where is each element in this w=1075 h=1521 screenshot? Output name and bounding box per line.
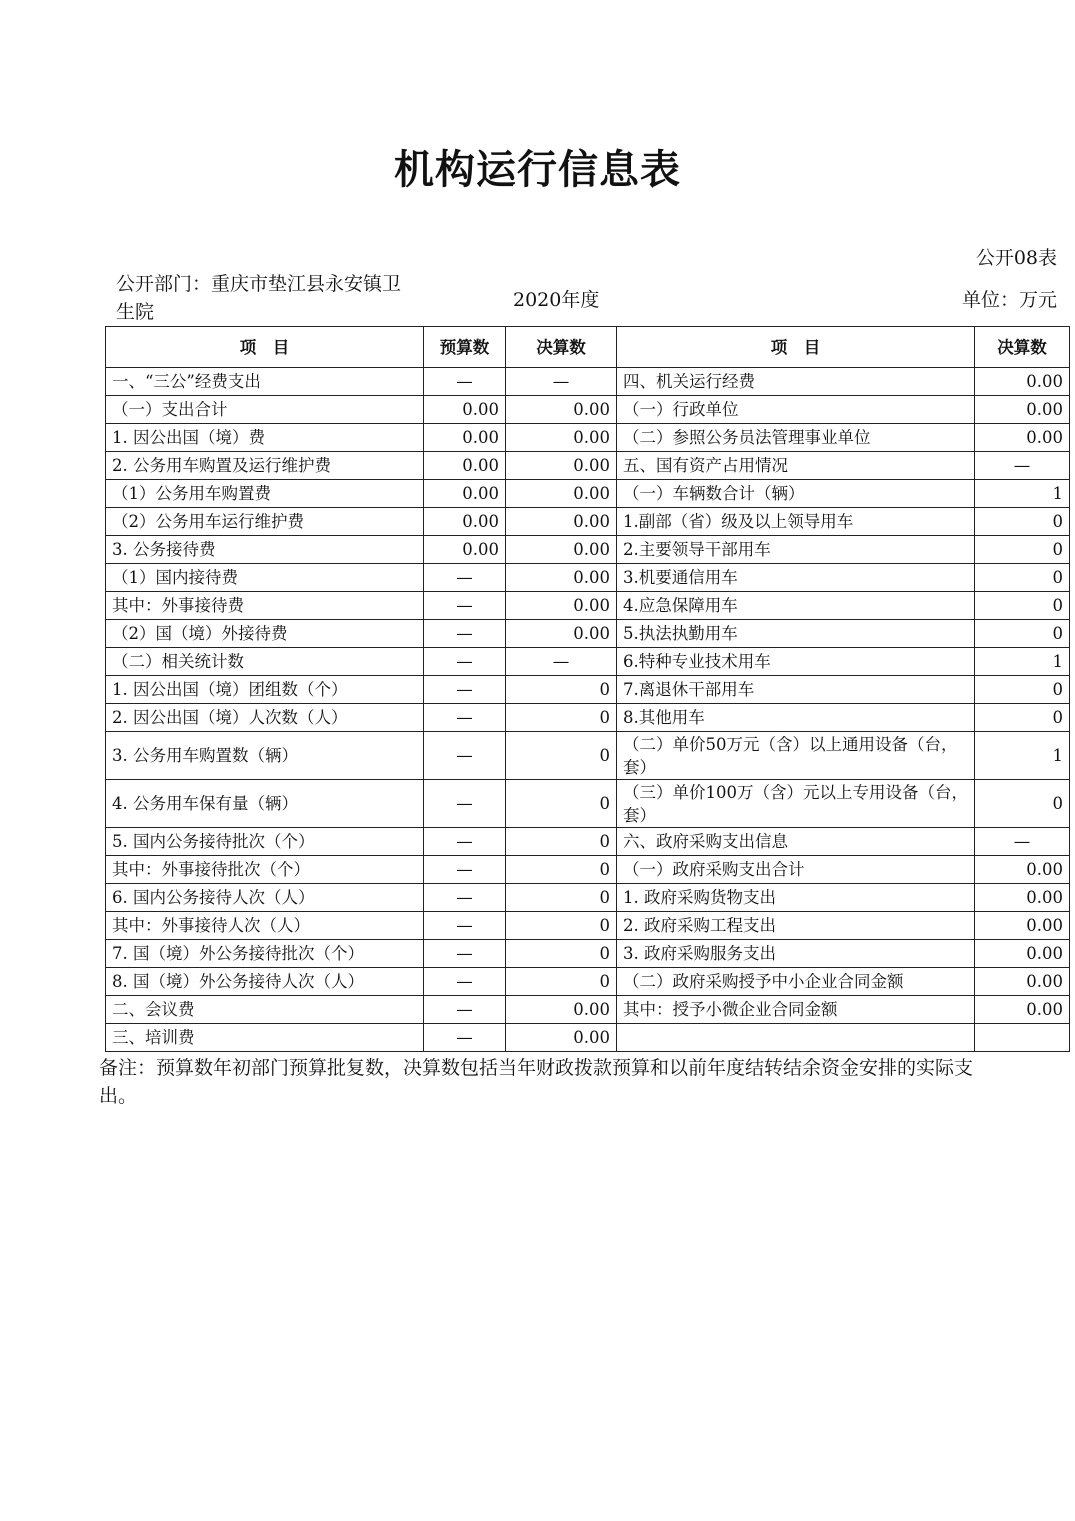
- table-row: [106, 968, 1070, 996]
- left-item-cell: 其中：外事接待批次（个）: [106, 856, 424, 884]
- header-item-right: 项 目: [617, 327, 975, 368]
- left-item-cell: 8. 国（境）外公务接待人次（人）: [106, 968, 424, 996]
- left-item-cell: （1）国内接待费: [106, 564, 424, 592]
- left-item-cell: （二）相关统计数: [106, 648, 424, 676]
- right-final-cell: 0.00: [975, 912, 1070, 940]
- table-row: [106, 480, 1070, 508]
- right-final-cell: 1: [975, 732, 1070, 780]
- final-cell: 0: [506, 940, 617, 968]
- right-item-cell: 五、国有资产占用情况: [617, 452, 975, 480]
- right-final-cell: 0.00: [975, 368, 1070, 396]
- left-item-cell: （2）国（境）外接待费: [106, 620, 424, 648]
- budget-cell: —: [424, 1024, 506, 1052]
- right-item-cell: （一）行政单位: [617, 396, 975, 424]
- form-id: 公开08表: [975, 247, 1057, 269]
- left-item-cell: 5. 国内公务接待批次（个）: [106, 828, 424, 856]
- final-cell: 0: [506, 912, 617, 940]
- budget-cell: 0.00: [424, 452, 506, 480]
- table-row: [106, 396, 1070, 424]
- right-item-cell: 3.机要通信用车: [617, 564, 975, 592]
- budget-cell: —: [424, 592, 506, 620]
- right-final-cell: 0.00: [975, 996, 1070, 1024]
- left-item-cell: 其中：外事接待人次（人）: [106, 912, 424, 940]
- right-item-cell: （一）车辆数合计（辆）: [617, 480, 975, 508]
- final-cell: 0: [506, 732, 617, 780]
- final-cell: 0.00: [506, 508, 617, 536]
- table-row: [106, 592, 1070, 620]
- table-row: [106, 996, 1070, 1024]
- footnote: 备注：预算数年初部门预算批复数，决算数包括当年财政拨款预算和以前年度结转结余资金安排的实际支出。: [99, 1057, 974, 1107]
- right-item-cell: 1. 政府采购货物支出: [617, 884, 975, 912]
- final-cell: 0.00: [506, 424, 617, 452]
- left-item-cell: 三、培训费: [106, 1024, 424, 1052]
- right-final-cell: 0.00: [975, 884, 1070, 912]
- final-cell: 0.00: [506, 564, 617, 592]
- final-cell: 0: [506, 704, 617, 732]
- right-item-cell: 4.应急保障用车: [617, 592, 975, 620]
- unit-label: 单位：万元: [961, 289, 1057, 311]
- budget-cell: —: [424, 676, 506, 704]
- table-row: [106, 828, 1070, 856]
- header-final-right: 决算数: [975, 327, 1070, 368]
- right-item-cell: （二）政府采购授予中小企业合同金额: [617, 968, 975, 996]
- final-cell: 0.00: [506, 620, 617, 648]
- left-item-cell: （一）支出合计: [106, 396, 424, 424]
- budget-cell: 0.00: [424, 396, 506, 424]
- right-item-cell: 1.副部（省）级及以上领导用车: [617, 508, 975, 536]
- budget-cell: 0.00: [424, 424, 506, 452]
- budget-cell: —: [424, 996, 506, 1024]
- final-cell: 0: [506, 828, 617, 856]
- right-item-cell: 六、政府采购支出信息: [617, 828, 975, 856]
- right-item-cell: 5.执法执勤用车: [617, 620, 975, 648]
- final-cell: 0: [506, 968, 617, 996]
- final-cell: 0.00: [506, 452, 617, 480]
- table-row: [106, 676, 1070, 704]
- table-row: [106, 856, 1070, 884]
- left-item-cell: （1）公务用车购置费: [106, 480, 424, 508]
- left-item-cell: 其中：外事接待费: [106, 592, 424, 620]
- left-item-cell: 2. 因公出国（境）人次数（人）: [106, 704, 424, 732]
- right-item-cell: 7.离退休干部用车: [617, 676, 975, 704]
- right-final-cell: 1: [975, 648, 1070, 676]
- right-final-cell: 0: [975, 704, 1070, 732]
- left-item-cell: 1. 因公出国（境）团组数（个）: [106, 676, 424, 704]
- right-final-cell: 1: [975, 480, 1070, 508]
- final-cell: 0: [506, 884, 617, 912]
- right-final-cell: 0.00: [975, 968, 1070, 996]
- right-final-cell: 0.00: [975, 396, 1070, 424]
- header-final-left: 决算数: [506, 327, 617, 368]
- page-title: 机构运行信息表: [394, 146, 681, 193]
- right-final-cell: —: [975, 828, 1070, 856]
- final-cell: 0: [506, 676, 617, 704]
- budget-cell: 0.00: [424, 480, 506, 508]
- right-item-cell: 2.主要领导干部用车: [617, 536, 975, 564]
- right-final-cell: 0.00: [975, 424, 1070, 452]
- budget-cell: —: [424, 828, 506, 856]
- table-row: [106, 368, 1070, 396]
- right-item-cell: 6.特种专业技术用车: [617, 648, 975, 676]
- table-row: [106, 620, 1070, 648]
- department-label: 公开部门：重庆市垫江县永安镇卫生院: [116, 273, 402, 323]
- right-item-cell: 2. 政府采购工程支出: [617, 912, 975, 940]
- final-cell: 0: [506, 856, 617, 884]
- right-item-cell: [617, 1024, 975, 1052]
- budget-cell: —: [424, 648, 506, 676]
- left-item-cell: 6. 国内公务接待人次（人）: [106, 884, 424, 912]
- table-row: [106, 508, 1070, 536]
- right-item-cell: 8.其他用车: [617, 704, 975, 732]
- table-row: [106, 732, 1070, 780]
- final-cell: 0.00: [506, 1024, 617, 1052]
- table-row: [106, 424, 1070, 452]
- budget-cell: —: [424, 620, 506, 648]
- right-final-cell: —: [975, 452, 1070, 480]
- table-row: [106, 536, 1070, 564]
- final-cell: 0.00: [506, 480, 617, 508]
- table-row: [106, 780, 1070, 828]
- left-item-cell: 1. 因公出国（境）费: [106, 424, 424, 452]
- right-item-cell: （三）单价100万（含）元以上专用设备（台，套）: [617, 780, 975, 828]
- budget-cell: —: [424, 704, 506, 732]
- right-final-cell: 0: [975, 508, 1070, 536]
- right-item-cell: （一）政府采购支出合计: [617, 856, 975, 884]
- table-row: [106, 564, 1070, 592]
- right-final-cell: 0: [975, 780, 1070, 828]
- budget-cell: 0.00: [424, 508, 506, 536]
- left-item-cell: 3. 公务接待费: [106, 536, 424, 564]
- final-cell: 0.00: [506, 536, 617, 564]
- budget-cell: —: [424, 780, 506, 828]
- table-row: [106, 704, 1070, 732]
- left-item-cell: 2. 公务用车购置及运行维护费: [106, 452, 424, 480]
- final-cell: 0.00: [506, 996, 617, 1024]
- right-final-cell: 0: [975, 592, 1070, 620]
- final-cell: 0.00: [506, 592, 617, 620]
- right-final-cell: 0.00: [975, 940, 1070, 968]
- table-row: [106, 940, 1070, 968]
- final-cell: 0: [506, 780, 617, 828]
- budget-cell: —: [424, 968, 506, 996]
- final-cell: 0.00: [506, 396, 617, 424]
- header-item-left: 项 目: [106, 327, 424, 368]
- institution-operation-table: [105, 326, 1070, 1052]
- budget-cell: —: [424, 732, 506, 780]
- left-item-cell: 4. 公务用车保有量（辆）: [106, 780, 424, 828]
- header-budget: 预算数: [424, 327, 506, 368]
- final-cell: —: [506, 368, 617, 396]
- left-item-cell: 二、会议费: [106, 996, 424, 1024]
- right-item-cell: 四、机关运行经费: [617, 368, 975, 396]
- right-item-cell: 其中：授予小微企业合同金额: [617, 996, 975, 1024]
- table-row: [106, 648, 1070, 676]
- right-final-cell: 0: [975, 620, 1070, 648]
- right-item-cell: 3. 政府采购服务支出: [617, 940, 975, 968]
- budget-cell: —: [424, 368, 506, 396]
- right-final-cell: 0: [975, 564, 1070, 592]
- budget-cell: —: [424, 856, 506, 884]
- left-item-cell: 7. 国（境）外公务接待批次（个）: [106, 940, 424, 968]
- table-row: [106, 884, 1070, 912]
- table-row: [106, 1024, 1070, 1052]
- fiscal-year: 2020年度: [513, 289, 600, 311]
- right-final-cell: [975, 1024, 1070, 1052]
- table-row: [106, 452, 1070, 480]
- final-cell: —: [506, 648, 617, 676]
- budget-cell: 0.00: [424, 536, 506, 564]
- left-item-cell: 一、“三公”经费支出: [106, 368, 424, 396]
- right-final-cell: 0: [975, 676, 1070, 704]
- left-item-cell: （2）公务用车运行维护费: [106, 508, 424, 536]
- budget-cell: —: [424, 940, 506, 968]
- budget-cell: —: [424, 564, 506, 592]
- right-item-cell: （二）参照公务员法管理事业单位: [617, 424, 975, 452]
- right-final-cell: 0.00: [975, 856, 1070, 884]
- table-header-row: [106, 327, 1070, 368]
- budget-cell: —: [424, 884, 506, 912]
- left-item-cell: 3. 公务用车购置数（辆）: [106, 732, 424, 780]
- table-row: [106, 912, 1070, 940]
- budget-cell: —: [424, 912, 506, 940]
- right-item-cell: （二）单价50万元（含）以上通用设备（台，套）: [617, 732, 975, 780]
- right-final-cell: 0: [975, 536, 1070, 564]
